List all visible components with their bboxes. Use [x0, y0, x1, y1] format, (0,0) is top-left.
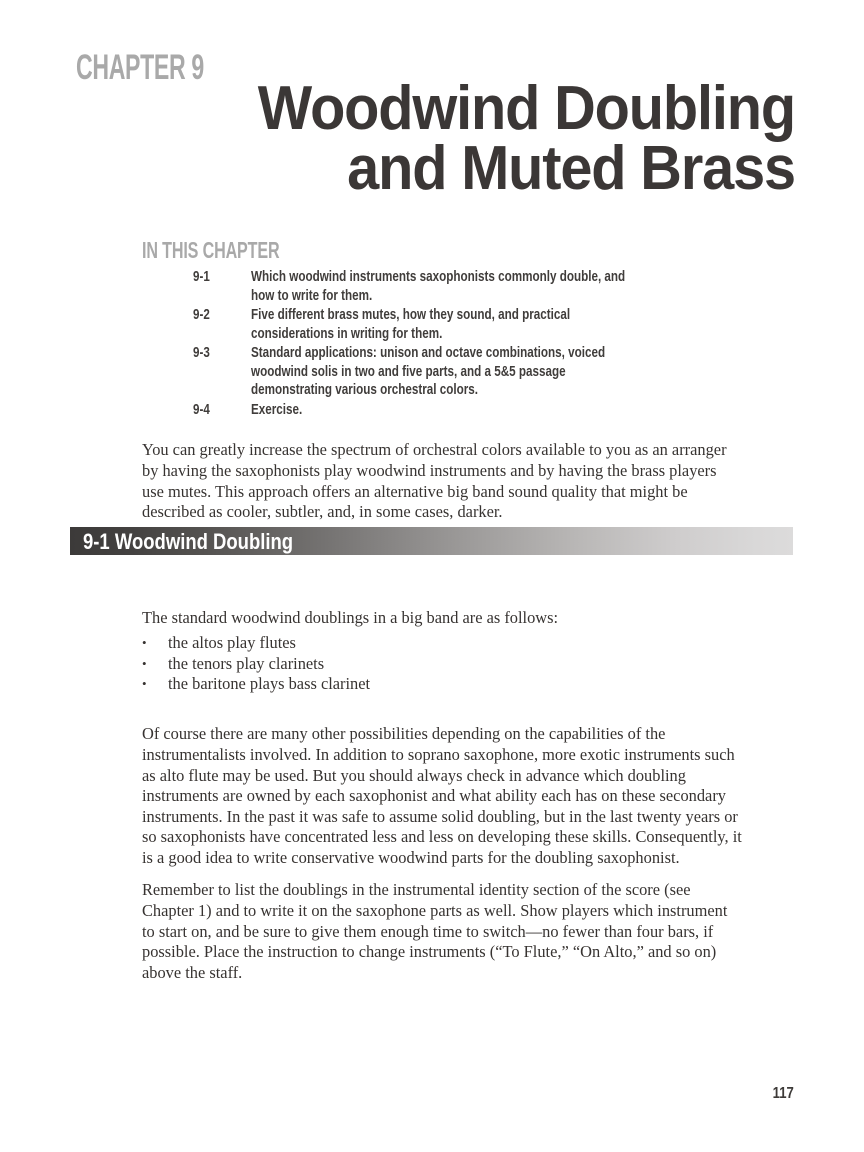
in-this-chapter-item-number: 9-2: [193, 307, 210, 323]
doublings-bullet-list: [142, 633, 642, 695]
in-this-chapter-item-text: Standard applications: unison and octave combinations, voiced woodwind solis in two and five parts, and a 5&5 passage demonstrating various orchestral colors.: [251, 345, 606, 398]
page-title-line-1: Woodwind Doubling: [257, 74, 795, 143]
bullet-icon: •: [142, 655, 147, 671]
list-item: [142, 633, 642, 654]
section-lead-paragraph: The standard woodwind doublings in a big band are as follows:: [142, 608, 559, 628]
section-paragraph-3: Remember to list the doublings in the instrumental identity section of the score (see Chapter 1) and to write it on the saxophone parts as well. Show players which instrument to start on, and be sure to give them enough time to switch—no fewer than four bars, if possible. Place the instruction to change instruments (“To Flute,” “On Alto,” and so on) above the staff.: [142, 880, 728, 982]
list-item: [142, 674, 642, 695]
list-item: [142, 306, 742, 343]
list-item: [142, 654, 642, 675]
list-item: [142, 344, 742, 400]
in-this-chapter-item-text: Five different brass mutes, how they sound, and practical considerations in writing for them.: [251, 307, 571, 342]
section-heading-bar: [70, 527, 793, 555]
intro-paragraph: You can greatly increase the spectrum of orchestral colors available to you as an arranger by having the saxophonists play woodwind instruments and by having the brass players use mutes. This approach offers an alternative big band sound quality that might be described as cooler, subtler, and, in some cases, darker.: [142, 440, 727, 522]
section-heading-label: 9-1 Woodwind Doubling: [83, 529, 294, 554]
page-number: 117: [772, 1085, 794, 1102]
section-paragraph-2: Of course there are many other possibilities depending on the capabilities of the instrumentalists involved. In addition to soprano saxophone, more exotic instruments such as alto flute may be used. But you should always check in advance which doubling instruments are owned by each saxophonist and what ability each has on these secondary instruments. In the past it was safe to assume solid doubling, but in the last twenty years or so saxophonists have concentrated less and less on developing these skills. Consequently, it is a good idea to write conservative woodwind parts for the doubling saxophonist.: [142, 724, 742, 867]
in-this-chapter-block: [142, 238, 742, 420]
in-this-chapter-list: [142, 268, 742, 419]
bullet-icon: •: [142, 635, 147, 650]
in-this-chapter-item-number: 9-1: [193, 269, 210, 285]
in-this-chapter-item-text: Which woodwind instruments saxophonists commonly double, and how to write for them.: [251, 269, 626, 304]
in-this-chapter-item-number: 9-3: [193, 345, 210, 361]
in-this-chapter-item-text: Exercise.: [251, 401, 303, 418]
bullet-icon: •: [142, 676, 147, 692]
page-title-line-2: and Muted Brass: [347, 134, 795, 203]
bullet-text: the altos play flutes: [168, 633, 296, 652]
in-this-chapter-item-number: 9-4: [193, 401, 210, 418]
list-item: [142, 401, 742, 420]
chapter-eyebrow: CHAPTER 9: [76, 48, 204, 87]
bullet-text: the tenors play clarinets: [168, 653, 325, 673]
in-this-chapter-heading: IN THIS CHAPTER: [142, 237, 280, 263]
bullet-text: the baritone plays bass clarinet: [168, 674, 371, 694]
list-item: [142, 268, 742, 305]
page-title: [0, 74, 795, 203]
